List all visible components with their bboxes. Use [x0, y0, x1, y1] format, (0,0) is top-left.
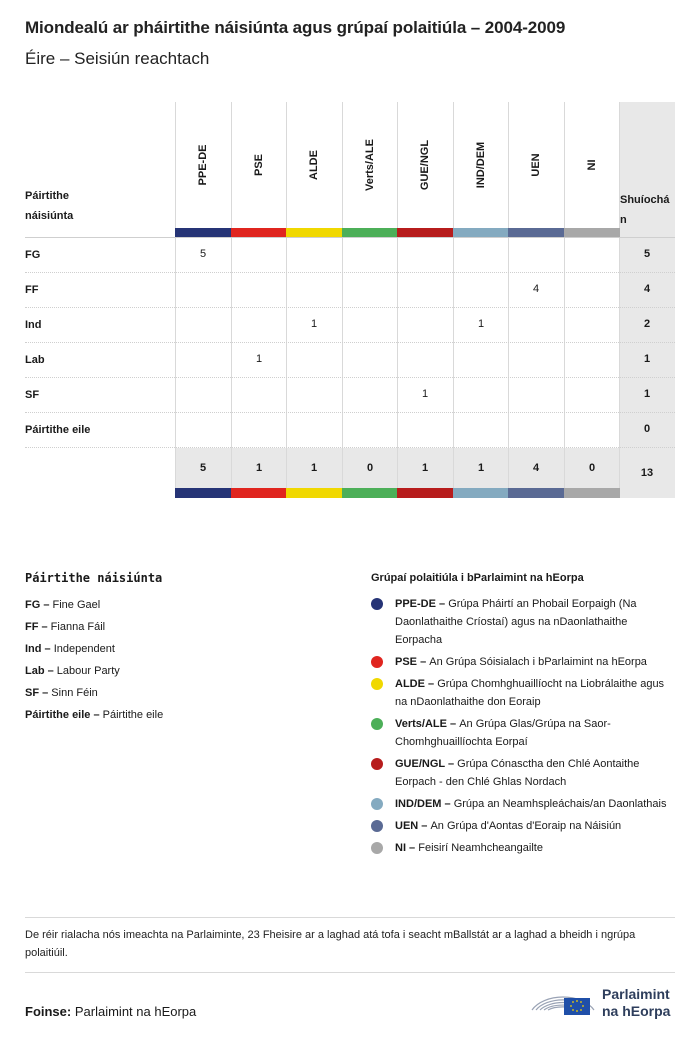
group-header-label: UEN	[530, 153, 542, 177]
seat-cell: 1	[255, 353, 263, 365]
group-total: 1	[255, 462, 263, 474]
legend-code: GUE/NGL –	[395, 758, 458, 770]
legend-group-item	[371, 755, 676, 791]
legend-code: Lab –	[25, 665, 57, 677]
row-total: 2	[643, 318, 651, 330]
legend-national-item	[25, 660, 345, 682]
row-total: 4	[643, 283, 651, 295]
legend-code: IND/DEM –	[395, 798, 454, 810]
legend-group-item	[371, 653, 676, 671]
grand-total: 13	[640, 467, 654, 479]
seat-cell: 1	[421, 388, 429, 400]
rules-note: De réir rialacha nós imeachta na Parlaiminte, 23 Fheisire ar a laghad atá tofa i seacht mBallstát ar a laghad a bheidh i ngrúpa polaitiúil.	[25, 917, 675, 973]
group-color-bar-bottom	[175, 488, 231, 498]
group-header-label: NI	[586, 159, 598, 171]
group-header-label: PPE-DE	[197, 144, 209, 186]
legend-groups-title: Grúpaí polaitiúla i bParlaimint na hEorpa	[371, 572, 584, 584]
logo-line2: na hEorpa	[602, 1003, 671, 1019]
party-label: FF	[25, 284, 39, 296]
group-color-bar-bottom	[286, 488, 342, 498]
legend-group-item	[371, 675, 676, 711]
group-total: 0	[588, 462, 596, 474]
group-color-dot-icon	[371, 798, 383, 810]
legend-national-item	[25, 638, 345, 660]
legend-groups	[371, 595, 676, 861]
group-header-ni	[564, 130, 620, 200]
table-row	[25, 272, 675, 307]
legend-name: Grúpa an Neamhspleáchais/an Daonlathais	[453, 798, 667, 810]
group-header-label: IND/DEM	[475, 141, 487, 189]
total-header: Shuíochán	[620, 194, 670, 226]
group-header-pse	[231, 130, 287, 200]
source-label: Foinse:	[25, 1004, 72, 1019]
group-color-bar-bottom	[231, 488, 287, 498]
seat-cell: 1	[477, 318, 485, 330]
legend-code: SF –	[25, 687, 52, 699]
legend-name: An Grúpa Glas/Grúpa na Saor-Chomhghuaillíochta Eorpaí	[395, 718, 611, 748]
table-row	[25, 307, 675, 342]
legend-name: Fianna Fáil	[50, 621, 106, 633]
table-row	[25, 342, 675, 377]
legend-code: PPE-DE –	[395, 598, 449, 610]
row-total: 1	[643, 388, 651, 400]
row-total: 5	[643, 248, 651, 260]
row-total: 0	[643, 423, 651, 435]
group-total: 1	[421, 462, 429, 474]
page-title: Miondealú ar pháirtithe náisiúnta agus grúpaí polaitiúla – 2004-2009	[25, 18, 566, 37]
group-color-bar-bottom	[564, 488, 620, 498]
legend-code: Verts/ALE –	[395, 718, 460, 730]
legend-code: NI –	[395, 842, 419, 854]
group-total: 0	[366, 462, 374, 474]
group-color-dot-icon	[371, 758, 383, 770]
group-total: 1	[310, 462, 318, 474]
group-header-guengl	[397, 130, 453, 200]
party-label: SF	[25, 389, 40, 401]
group-color-bar-bottom	[342, 488, 398, 498]
party-label: FG	[25, 249, 41, 261]
group-header-inddem	[453, 130, 509, 200]
group-header-uen	[508, 130, 564, 200]
group-color-bar-bottom	[397, 488, 453, 498]
group-total: 4	[532, 462, 540, 474]
legend-name: Grúpa Cónasctha den Chlé Aontaithe Eorpach - den Chlé Ghlas Nordach	[395, 758, 640, 788]
legend-group-item	[371, 795, 676, 813]
legend-national-item	[25, 704, 345, 726]
group-header-vertsale	[342, 130, 398, 200]
legend-name: Feisirí Neamhcheangailte	[418, 842, 543, 854]
party-label: Lab	[25, 354, 45, 366]
logo-text	[602, 986, 670, 1020]
legend-name: Grúpa Chomhghuaillíocht na Liobrálaithe agus na nDaonlathaithe don Eoraip	[395, 678, 665, 708]
legend-name: Independent	[53, 643, 115, 655]
group-color-dot-icon	[371, 820, 383, 832]
party-label: Páirtithe eile	[25, 424, 91, 436]
group-color-dot-icon	[371, 598, 383, 610]
seat-cell: 4	[532, 283, 540, 295]
legend-code: FG –	[25, 599, 53, 611]
logo-line1: Parlaimint	[602, 986, 670, 1002]
legend-code: Ind –	[25, 643, 54, 655]
group-total: 1	[477, 462, 485, 474]
legend-national-item	[25, 616, 345, 638]
legend-code: ALDE –	[395, 678, 438, 690]
group-color-dot-icon	[371, 678, 383, 690]
legend-group-item	[371, 595, 676, 649]
seat-cell: 1	[310, 318, 318, 330]
legend-national-item	[25, 594, 345, 616]
group-color-dot-icon	[371, 656, 383, 668]
legend-group-item	[371, 817, 676, 835]
legend-national-title: Páirtithe náisiúnta	[25, 571, 163, 585]
table-row	[25, 412, 675, 447]
group-header-label: Verts/ALE	[364, 139, 376, 191]
group-total: 5	[199, 462, 207, 474]
row-total: 1	[643, 353, 651, 365]
legend-name: An Grúpa Sóisialach i bParlaimint na hEorpa	[429, 656, 647, 668]
group-header-label: GUE/NGL	[419, 139, 431, 191]
row-header-label: Páirtithe náisiúnta	[25, 190, 74, 222]
source-value: Parlaimint na hEorpa	[74, 1004, 197, 1019]
legend-name: Sinn Féin	[51, 687, 98, 699]
legend-code: UEN –	[395, 820, 431, 832]
source	[25, 1004, 196, 1019]
legend-code: FF –	[25, 621, 51, 633]
group-header-ppede	[175, 130, 231, 200]
legend-name: An Grúpa d'Aontas d'Eoraip na Náisiún	[430, 820, 622, 832]
group-color-bar-bottom	[508, 488, 564, 498]
legend-national	[25, 594, 345, 726]
legend-name: Fine Gael	[52, 599, 101, 611]
seat-cell: 5	[199, 248, 207, 260]
page-subtitle: Éire – Seisiún reachtach	[25, 49, 210, 68]
legend-code: Páirtithe eile –	[25, 709, 103, 721]
legend-national-item	[25, 682, 345, 704]
group-header-label: PSE	[253, 153, 265, 177]
table-row	[25, 237, 675, 272]
legend-name: Páirtithe eile	[102, 709, 164, 721]
group-header-label: ALDE	[308, 150, 320, 180]
legend-name: Labour Party	[56, 665, 120, 677]
table-row	[25, 377, 675, 412]
legend-group-item	[371, 715, 676, 751]
party-label: Ind	[25, 319, 42, 331]
legend-group-item	[371, 839, 676, 857]
group-color-bar-bottom	[453, 488, 509, 498]
legend-code: PSE –	[395, 656, 430, 668]
group-header-alde	[286, 130, 342, 200]
group-color-dot-icon	[371, 718, 383, 730]
group-color-dot-icon	[371, 842, 383, 854]
legend-name: Grúpa Pháirtí an Phobail Eorpaigh (Na Daonlathaithe Críostaí) agus na nDaonlathaithe Eorpacha	[395, 598, 637, 646]
